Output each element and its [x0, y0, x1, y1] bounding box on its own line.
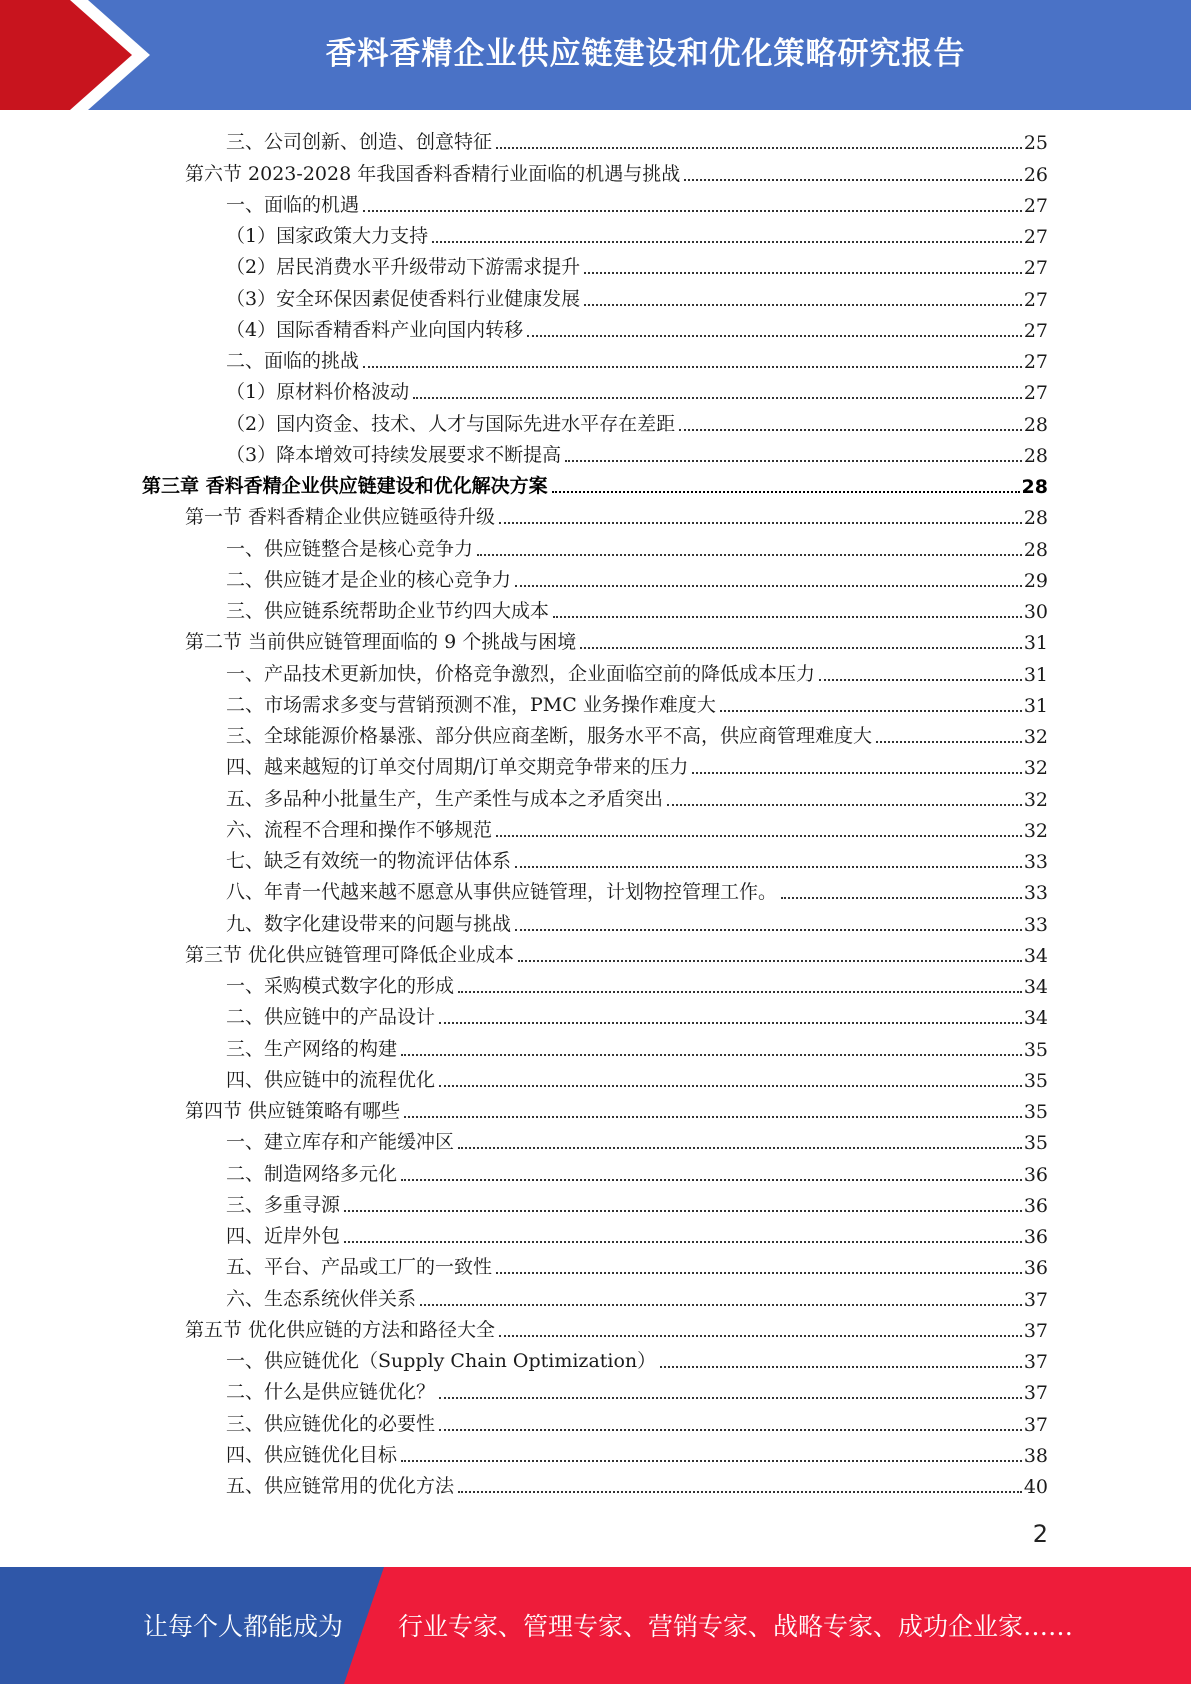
toc-dot-leader — [584, 304, 1022, 306]
page-footer — [0, 1567, 1191, 1684]
toc-entry-page: 31 — [1023, 663, 1048, 686]
toc-entry[interactable] — [0, 377, 1048, 408]
toc-entry-page: 34 — [1023, 944, 1048, 967]
toc-dot-leader — [499, 522, 1022, 524]
toc-entry[interactable] — [0, 1002, 1048, 1033]
toc-dot-leader — [439, 1022, 1022, 1024]
toc-dot-leader — [819, 679, 1022, 681]
toc-entry-title: 第三节 优化供应链管理可降低企业成本 — [185, 943, 515, 966]
toc-dot-leader — [420, 1304, 1022, 1306]
toc-entry-page: 27 — [1023, 319, 1048, 342]
toc-entry[interactable] — [0, 533, 1048, 564]
toc-entry-page: 36 — [1023, 1226, 1048, 1248]
toc-entry-page: 34 — [1023, 976, 1048, 998]
toc-entry-page: 37 — [1023, 1319, 1048, 1342]
toc-entry[interactable] — [0, 846, 1048, 877]
toc-entry-page: 36 — [1023, 1163, 1048, 1186]
toc-entry[interactable] — [0, 721, 1048, 752]
toc-entry-page: 35 — [1023, 1101, 1048, 1123]
toc-entry-title: 一、采购模式数字化的形成 — [226, 975, 455, 997]
toc-entry-title: （1）原材料价格波动 — [226, 381, 410, 404]
toc-entry[interactable] — [0, 1096, 1048, 1127]
toc-entry-page: 33 — [1023, 913, 1048, 936]
toc-entry-title: 九、数字化建设带来的问题与挑战 — [226, 912, 512, 935]
toc-entry[interactable] — [0, 158, 1048, 189]
toc-entry[interactable] — [0, 908, 1048, 939]
toc-entry[interactable] — [0, 752, 1048, 783]
toc-entry-page: 35 — [1023, 1132, 1048, 1155]
toc-entry-title: （1）国家政策大力支持 — [226, 225, 429, 247]
toc-entry-page: 27 — [1023, 194, 1048, 217]
toc-entry-title: 四、越来越短的订单交付周期/订单交期竞争带来的压力 — [226, 756, 689, 779]
toc-entry[interactable] — [0, 1065, 1048, 1096]
toc-entry[interactable] — [0, 1315, 1048, 1346]
toc-dot-leader — [404, 1116, 1022, 1118]
toc-dot-leader — [363, 210, 1022, 212]
toc-dot-leader — [458, 991, 1022, 993]
toc-entry-title: 二、供应链才是企业的核心竞争力 — [226, 568, 512, 591]
toc-entry-page: 28 — [1023, 444, 1048, 467]
toc-entry[interactable] — [0, 690, 1048, 721]
toc-entry-page: 36 — [1023, 1194, 1048, 1217]
toc-entry-title: 三、全球能源价格暴涨、部分供应商垄断，服务水平不高，供应商管理难度大 — [226, 725, 873, 747]
toc-dot-leader — [515, 929, 1022, 931]
toc-entry-title: 二、制造网络多元化 — [226, 1162, 398, 1185]
toc-entry-title: 七、缺乏有效统一的物流评估体系 — [226, 850, 512, 872]
toc-dot-leader — [344, 1241, 1022, 1243]
toc-entry-page: 37 — [1023, 1288, 1048, 1311]
toc-entry[interactable] — [0, 283, 1048, 314]
toc-entry-title: 一、面临的机遇 — [226, 193, 360, 216]
toc-entry-title: 八、年青一代越来越不愿意从事供应链管理，计划物控管理工作。 — [226, 881, 778, 904]
toc-dot-leader — [344, 1210, 1022, 1212]
toc-entry-title: 四、供应链优化目标 — [226, 1443, 398, 1466]
page-number: 2 — [1032, 1520, 1048, 1548]
toc-dot-leader — [413, 397, 1022, 399]
toc-entry-page: 28 — [1023, 413, 1048, 436]
toc-entry-page: 27 — [1023, 257, 1048, 280]
toc-dot-leader — [477, 554, 1022, 556]
toc-entry[interactable] — [0, 252, 1048, 283]
toc-entry-page: 35 — [1023, 1069, 1048, 1092]
toc-entry[interactable] — [0, 877, 1048, 908]
toc-entry[interactable] — [0, 502, 1048, 533]
toc-entry[interactable] — [0, 783, 1048, 814]
toc-entry-page: 32 — [1023, 819, 1048, 842]
toc-entry[interactable] — [0, 1190, 1048, 1221]
toc-dot-leader — [565, 460, 1022, 462]
toc-dot-leader — [553, 616, 1022, 618]
toc-dot-leader — [584, 272, 1022, 274]
toc-entry[interactable] — [0, 1127, 1048, 1158]
report-title: 香料香精企业供应链建设和优化策略研究报告 — [325, 36, 966, 72]
toc-entry-title: 一、建立库存和产能缓冲区 — [226, 1131, 455, 1154]
toc-entry-title: 五、多品种小批量生产，生产柔性与成本之矛盾突出 — [226, 787, 664, 810]
toc-entry[interactable] — [0, 1252, 1048, 1283]
toc-entry[interactable] — [0, 315, 1048, 346]
toc-entry[interactable] — [0, 221, 1048, 252]
toc-dot-leader — [439, 1429, 1022, 1431]
table-of-contents — [0, 127, 1191, 1502]
toc-entry-page: 28 — [1023, 507, 1048, 530]
toc-entry[interactable] — [0, 596, 1048, 627]
toc-entry-title: 第一节 香料香精企业供应链亟待升级 — [185, 506, 496, 529]
toc-dot-leader — [432, 241, 1022, 243]
toc-dot-leader — [496, 1272, 1022, 1274]
toc-entry-title: 二、供应链中的产品设计 — [226, 1006, 436, 1029]
toc-entry-title: 第六节 2023-2028 年我国香料香精行业面临的机遇与挑战 — [185, 162, 681, 185]
toc-entry[interactable] — [0, 1377, 1048, 1408]
toc-entry-title: 第二节 当前供应链管理面临的 9 个挑战与困境 — [185, 631, 577, 654]
toc-entry[interactable] — [0, 190, 1048, 221]
toc-dot-leader — [515, 585, 1022, 587]
toc-entry-page: 27 — [1023, 351, 1048, 373]
toc-dot-leader — [876, 741, 1022, 743]
toc-dot-leader — [580, 647, 1022, 649]
toc-entry[interactable] — [0, 346, 1048, 377]
toc-dot-leader — [401, 1179, 1022, 1181]
toc-entry-page: 27 — [1023, 288, 1048, 311]
toc-dot-leader — [781, 897, 1022, 899]
toc-entry-page: 30 — [1023, 601, 1048, 623]
toc-entry-page: 35 — [1023, 1038, 1048, 1061]
toc-entry-title: 三、公司创新、创造、创意特征 — [226, 131, 493, 154]
toc-entry-page: 32 — [1023, 788, 1048, 811]
toc-entry-page: 27 — [1023, 226, 1048, 248]
toc-entry-page: 28 — [1021, 476, 1048, 498]
toc-dot-leader — [679, 429, 1022, 431]
toc-entry[interactable] — [0, 940, 1048, 971]
toc-dot-leader — [552, 491, 1020, 493]
toc-entry[interactable] — [0, 1158, 1048, 1189]
toc-dot-leader — [720, 710, 1022, 712]
toc-entry[interactable] — [0, 1440, 1048, 1471]
toc-entry-title: 五、供应链常用的优化方法 — [226, 1475, 455, 1497]
toc-entry[interactable] — [0, 408, 1048, 439]
toc-entry[interactable] — [0, 1221, 1048, 1252]
toc-entry[interactable] — [0, 1471, 1048, 1502]
toc-entry-title: 第四节 供应链策略有哪些 — [185, 1100, 401, 1122]
toc-entry[interactable] — [0, 565, 1048, 596]
toc-dot-leader — [363, 366, 1022, 368]
toc-dot-leader — [439, 1397, 1022, 1399]
toc-entry[interactable] — [0, 1408, 1048, 1439]
toc-entry-title: 二、面临的挑战 — [226, 350, 360, 372]
toc-entry-title: 三、供应链优化的必要性 — [226, 1412, 436, 1435]
toc-dot-leader — [499, 1335, 1022, 1337]
toc-dot-leader — [692, 772, 1021, 774]
header-chevron-decoration — [0, 0, 160, 110]
toc-dot-leader — [527, 335, 1022, 337]
toc-entry-title: （3）降本增效可持续发展要求不断提高 — [226, 443, 562, 466]
toc-entry-page: 36 — [1023, 1257, 1048, 1280]
toc-entry-title: 二、什么是供应链优化？ — [226, 1381, 436, 1404]
toc-entry-title: （2）国内资金、技术、人才与国际先进水平存在差距 — [226, 412, 676, 435]
toc-entry[interactable] — [0, 1033, 1048, 1064]
toc-entry-title: 三、生产网络的构建 — [226, 1037, 398, 1060]
toc-entry-page: 32 — [1023, 726, 1048, 748]
toc-entry-title: 四、近岸外包 — [226, 1225, 341, 1247]
toc-entry-title: 二、市场需求多变与营销预测不准，PMC 业务操作难度大 — [226, 693, 716, 716]
toc-dot-leader — [667, 804, 1022, 806]
toc-entry-page: 37 — [1023, 1413, 1048, 1436]
toc-entry-page: 31 — [1023, 632, 1048, 655]
toc-entry[interactable] — [0, 971, 1048, 1002]
toc-entry[interactable] — [0, 440, 1048, 471]
toc-entry-title: 三、多重寻源 — [226, 1193, 341, 1216]
toc-entry-page: 26 — [1023, 163, 1048, 186]
toc-dot-leader — [458, 1491, 1022, 1493]
toc-entry-page: 27 — [1023, 382, 1048, 405]
toc-entry-page: 37 — [1023, 1382, 1048, 1405]
toc-dot-leader — [401, 1054, 1022, 1056]
toc-entry-page: 33 — [1023, 882, 1048, 905]
toc-entry[interactable] — [0, 815, 1048, 846]
toc-dot-leader — [684, 179, 1022, 181]
toc-entry-title: 三、供应链系统帮助企业节约四大成本 — [226, 600, 550, 622]
toc-entry-page: 34 — [1023, 1007, 1048, 1030]
toc-entry-title: 五、平台、产品或工厂的一致性 — [226, 1256, 493, 1279]
toc-entry-page: 37 — [1023, 1351, 1048, 1373]
toc-entry[interactable] — [0, 627, 1048, 658]
footer-slogan-right: 行业专家、管理专家、营销专家、战略专家、成功企业家…… — [398, 1612, 1074, 1641]
toc-entry-title: 四、供应链中的流程优化 — [226, 1068, 436, 1091]
footer-slogan-left: 让每个人都能成为 — [143, 1612, 344, 1641]
page-header — [0, 0, 1191, 110]
toc-entry[interactable] — [0, 658, 1048, 689]
toc-dot-leader — [496, 835, 1022, 837]
toc-dot-leader — [660, 1366, 1022, 1368]
toc-dot-leader — [458, 1147, 1022, 1149]
toc-entry-page: 29 — [1023, 569, 1048, 592]
toc-entry-page: 31 — [1023, 694, 1048, 717]
toc-entry[interactable] — [0, 1283, 1048, 1314]
toc-dot-leader — [518, 960, 1022, 962]
toc-entry-page: 38 — [1023, 1444, 1048, 1467]
toc-entry-title: 一、供应链优化（Supply Chain Optimization） — [226, 1350, 657, 1372]
toc-entry[interactable] — [0, 471, 1048, 502]
toc-entry-page: 28 — [1023, 538, 1048, 561]
toc-entry-page: 33 — [1023, 851, 1048, 873]
toc-entry-page: 25 — [1023, 132, 1048, 155]
toc-dot-leader — [401, 1460, 1022, 1462]
toc-entry-title: 一、供应链整合是核心竞争力 — [226, 537, 474, 560]
toc-dot-leader — [496, 147, 1022, 149]
toc-dot-leader — [439, 1085, 1022, 1087]
toc-entry-title: （3）安全环保因素促使香料行业健康发展 — [226, 287, 581, 310]
toc-entry-page: 32 — [1023, 757, 1048, 780]
toc-entry[interactable] — [0, 127, 1048, 158]
toc-entry-title: 六、流程不合理和操作不够规范 — [226, 818, 493, 841]
toc-entry-title: （2）居民消费水平升级带动下游需求提升 — [226, 256, 581, 279]
toc-entry-page: 40 — [1023, 1476, 1048, 1498]
toc-entry-title: 第五节 优化供应链的方法和路径大全 — [185, 1318, 496, 1341]
toc-dot-leader — [515, 866, 1022, 868]
toc-entry-title: 第三章 香料香精企业供应链建设和优化解决方案 — [142, 475, 548, 497]
toc-entry-title: 六、生态系统伙伴关系 — [226, 1287, 417, 1310]
toc-entry-title: 一、产品技术更新加快，价格竞争激烈，企业面临空前的降低成本压力 — [226, 662, 816, 685]
toc-entry-title: （4）国际香精香料产业向国内转移 — [226, 318, 524, 341]
toc-entry[interactable] — [0, 1346, 1048, 1377]
